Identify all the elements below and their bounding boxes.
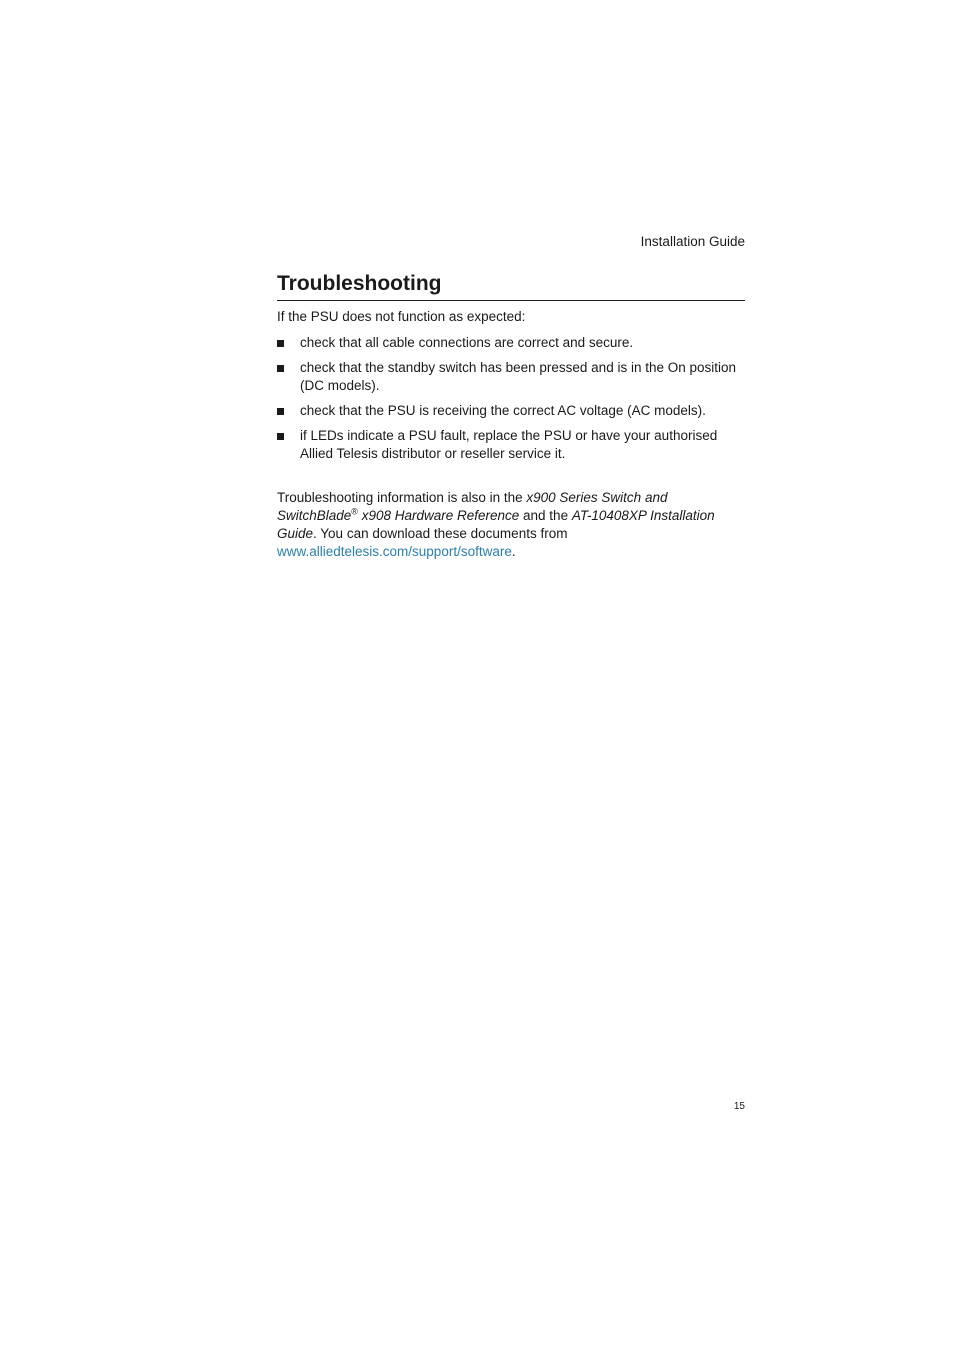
square-bullet-icon xyxy=(277,365,284,372)
list-item xyxy=(277,427,745,463)
support-software-link[interactable]: www.alliedtelesis.com/support/software xyxy=(277,544,512,559)
list-item-text: check that the PSU is receiving the correct AC voltage (AC models). xyxy=(300,403,706,418)
list-item-text: check that the standby switch has been pressed and is in the On position (DC models). xyxy=(300,360,737,393)
square-bullet-icon xyxy=(277,433,284,440)
registered-mark: ® xyxy=(351,506,358,517)
page-number: 15 xyxy=(733,1101,745,1112)
hardware-reference-title: x900 Series Switch and SwitchBlade xyxy=(277,490,668,523)
troubleshooting-list xyxy=(277,334,745,463)
hardware-reference-title-cont: x908 Hardware Reference xyxy=(357,508,520,523)
running-header: Installation Guide xyxy=(640,234,745,249)
square-bullet-icon xyxy=(277,408,284,415)
para-text-1: Troubleshooting information is also in the xyxy=(277,490,527,505)
list-item xyxy=(277,334,745,352)
para-text-2: and the xyxy=(519,508,572,523)
list-item xyxy=(277,402,745,420)
para-text-4: . xyxy=(511,544,516,559)
section-body xyxy=(277,308,745,561)
square-bullet-icon xyxy=(277,340,284,347)
reference-paragraph xyxy=(277,489,745,561)
list-item xyxy=(277,359,745,395)
list-item-text: if LEDs indicate a PSU fault, replace the PSU or have your authorised Allied Telesis distributor or reseller service it. xyxy=(300,428,718,461)
intro-text: If the PSU does not function as expected: xyxy=(277,309,526,324)
installation-guide-title: AT-10408XP Installation Guide xyxy=(277,508,715,541)
para-text-3: . You can download these documents from xyxy=(313,526,568,541)
list-item-text: check that all cable connections are correct and secure. xyxy=(300,335,634,350)
section-title: Troubleshooting xyxy=(277,270,745,301)
